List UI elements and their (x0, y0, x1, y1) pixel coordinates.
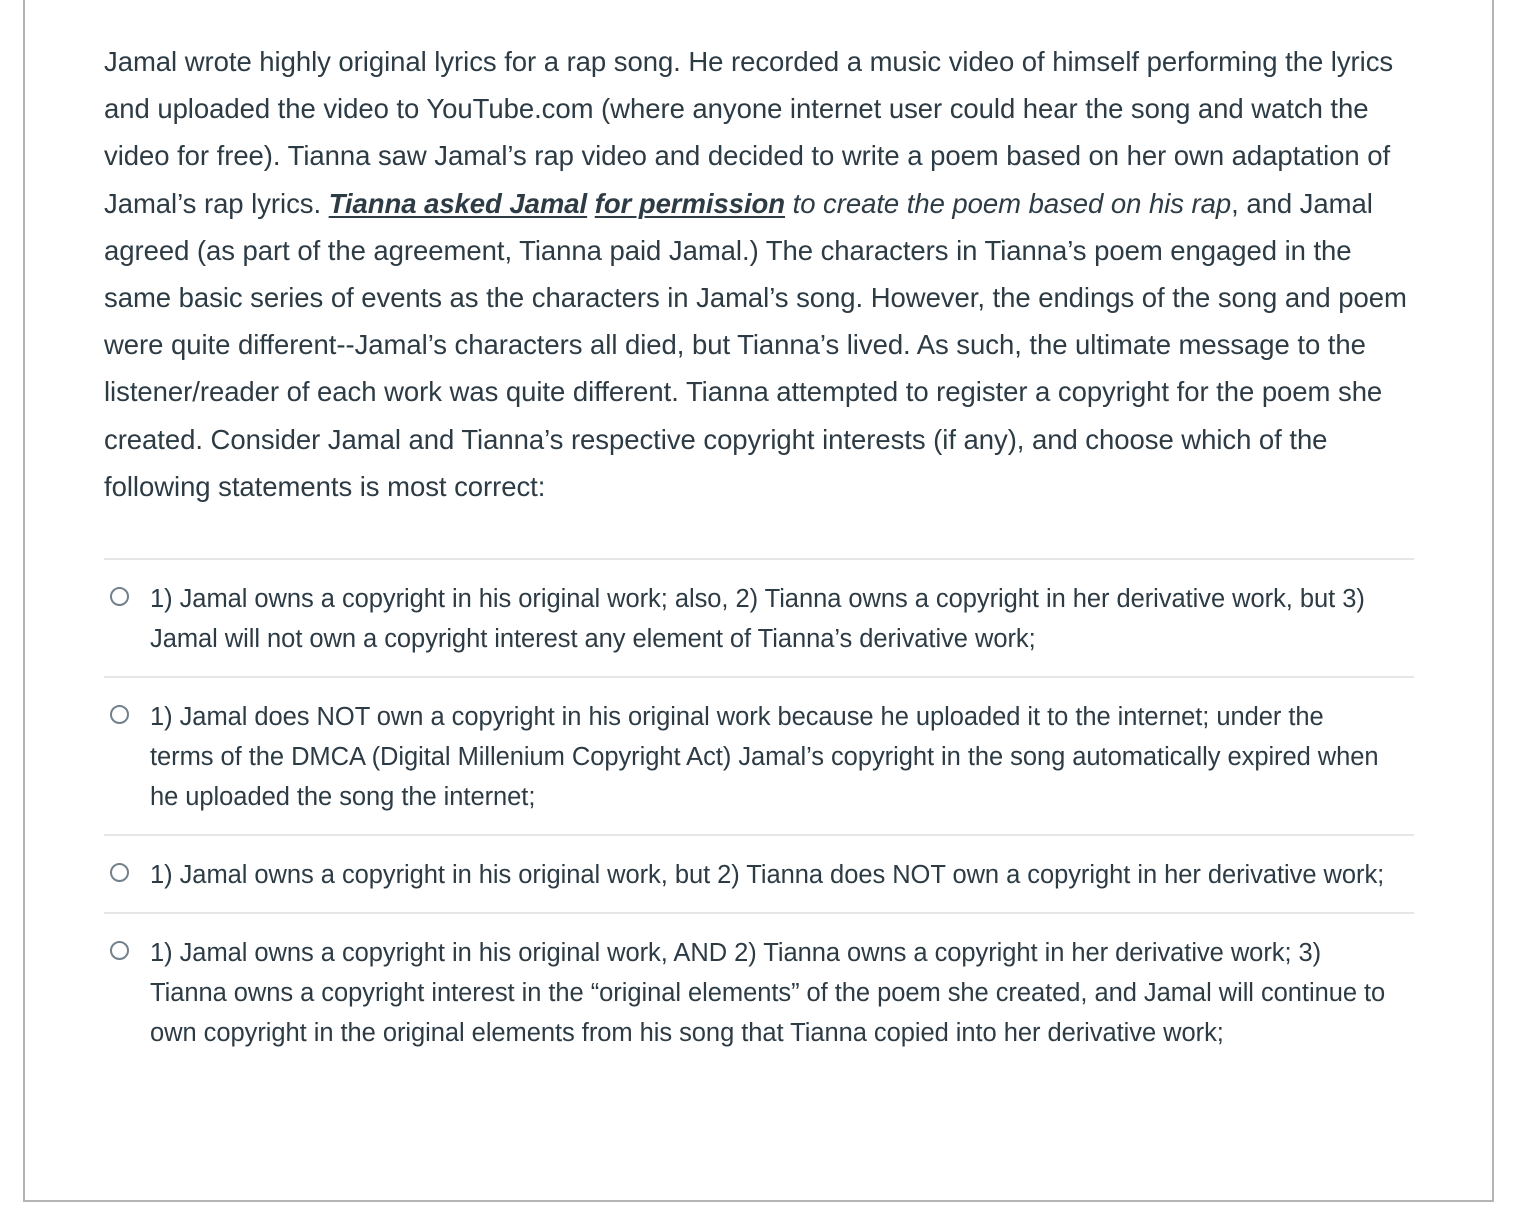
radio-cell (104, 579, 150, 606)
emphasized-phrase: Tianna asked Jamal (328, 187, 588, 219)
question-card (23, 0, 1494, 1202)
radio-button-2[interactable] (110, 705, 129, 724)
answer-option-row[interactable] (104, 558, 1414, 676)
answer-option-label[interactable]: 1) Jamal owns a copyright in his original work, but 2) Tianna does NOT own a copyright in her derivative work; (150, 861, 1385, 890)
answer-option-row[interactable] (104, 834, 1414, 912)
answer-option-label[interactable]: 1) Jamal owns a copyright in his original work, AND 2) Tianna owns a copyright in her derivative work; 3) Tianna owns a copyright interest in the “original elements” of the poem she created, and Jamal will continue to own copyright in the original elements from his song that Tianna copied into her derivative work; (150, 939, 1386, 1048)
question-card-body (25, 0, 1492, 1070)
question-text-run (587, 188, 595, 219)
answer-options-list (63, 558, 1454, 1070)
question-text-run: , and Jamal agreed (as part of the agreement, Tianna paid Jamal.) The characters in Tianna’s poem engaged in the same basic series of events as the characters in Jamal’s song. However, the endings of the song and poem were quite different--Jamal’s characters all died, but Tianna’s lived. As such, the ultimate message to the listener/reader of each work was quite different. Tianna attempted to register a copyright for the poem she created. Consider Jamal and Tianna’s respective copyright interests (if any), and choose which of the following statements is most correct: (104, 187, 1407, 502)
answer-option-label[interactable]: 1) Jamal does NOT own a copyright in his original work because he uploaded it to the internet; under the terms of the DMCA (Digital Millenium Copyright Act) Jamal’s copyright in the song automatically expired when he uploaded the song the internet; (150, 703, 1379, 812)
question-text-run: Jamal wrote highly original lyrics for a rap song. He recorded a music video of himself performing the lyrics and uploaded the video to YouTube.com (where anyone internet user could hear the song and watch the video for free). Tianna saw Jamal’s rap video and decided to write a poem based on her own adaptation of Jamal’s rap lyrics. (104, 46, 1394, 219)
answer-option-row[interactable] (104, 676, 1414, 834)
answer-option-row[interactable] (104, 912, 1414, 1070)
radio-button-4[interactable] (110, 941, 129, 960)
italic-phrase: to create the poem based on his rap (785, 187, 1232, 219)
radio-button-3[interactable] (110, 863, 129, 882)
question-stem-text (63, 24, 1454, 510)
answer-option-label[interactable]: 1) Jamal owns a copyright in his original work; also, 2) Tianna owns a copyright in her derivative work, but 3) Jamal will not own a copyright interest any element of Tianna’s derivative work; (150, 585, 1365, 654)
radio-cell (104, 855, 150, 882)
radio-cell (104, 933, 150, 960)
radio-cell (104, 697, 150, 724)
radio-button-1[interactable] (110, 587, 129, 606)
emphasized-phrase: for permission (594, 187, 786, 219)
